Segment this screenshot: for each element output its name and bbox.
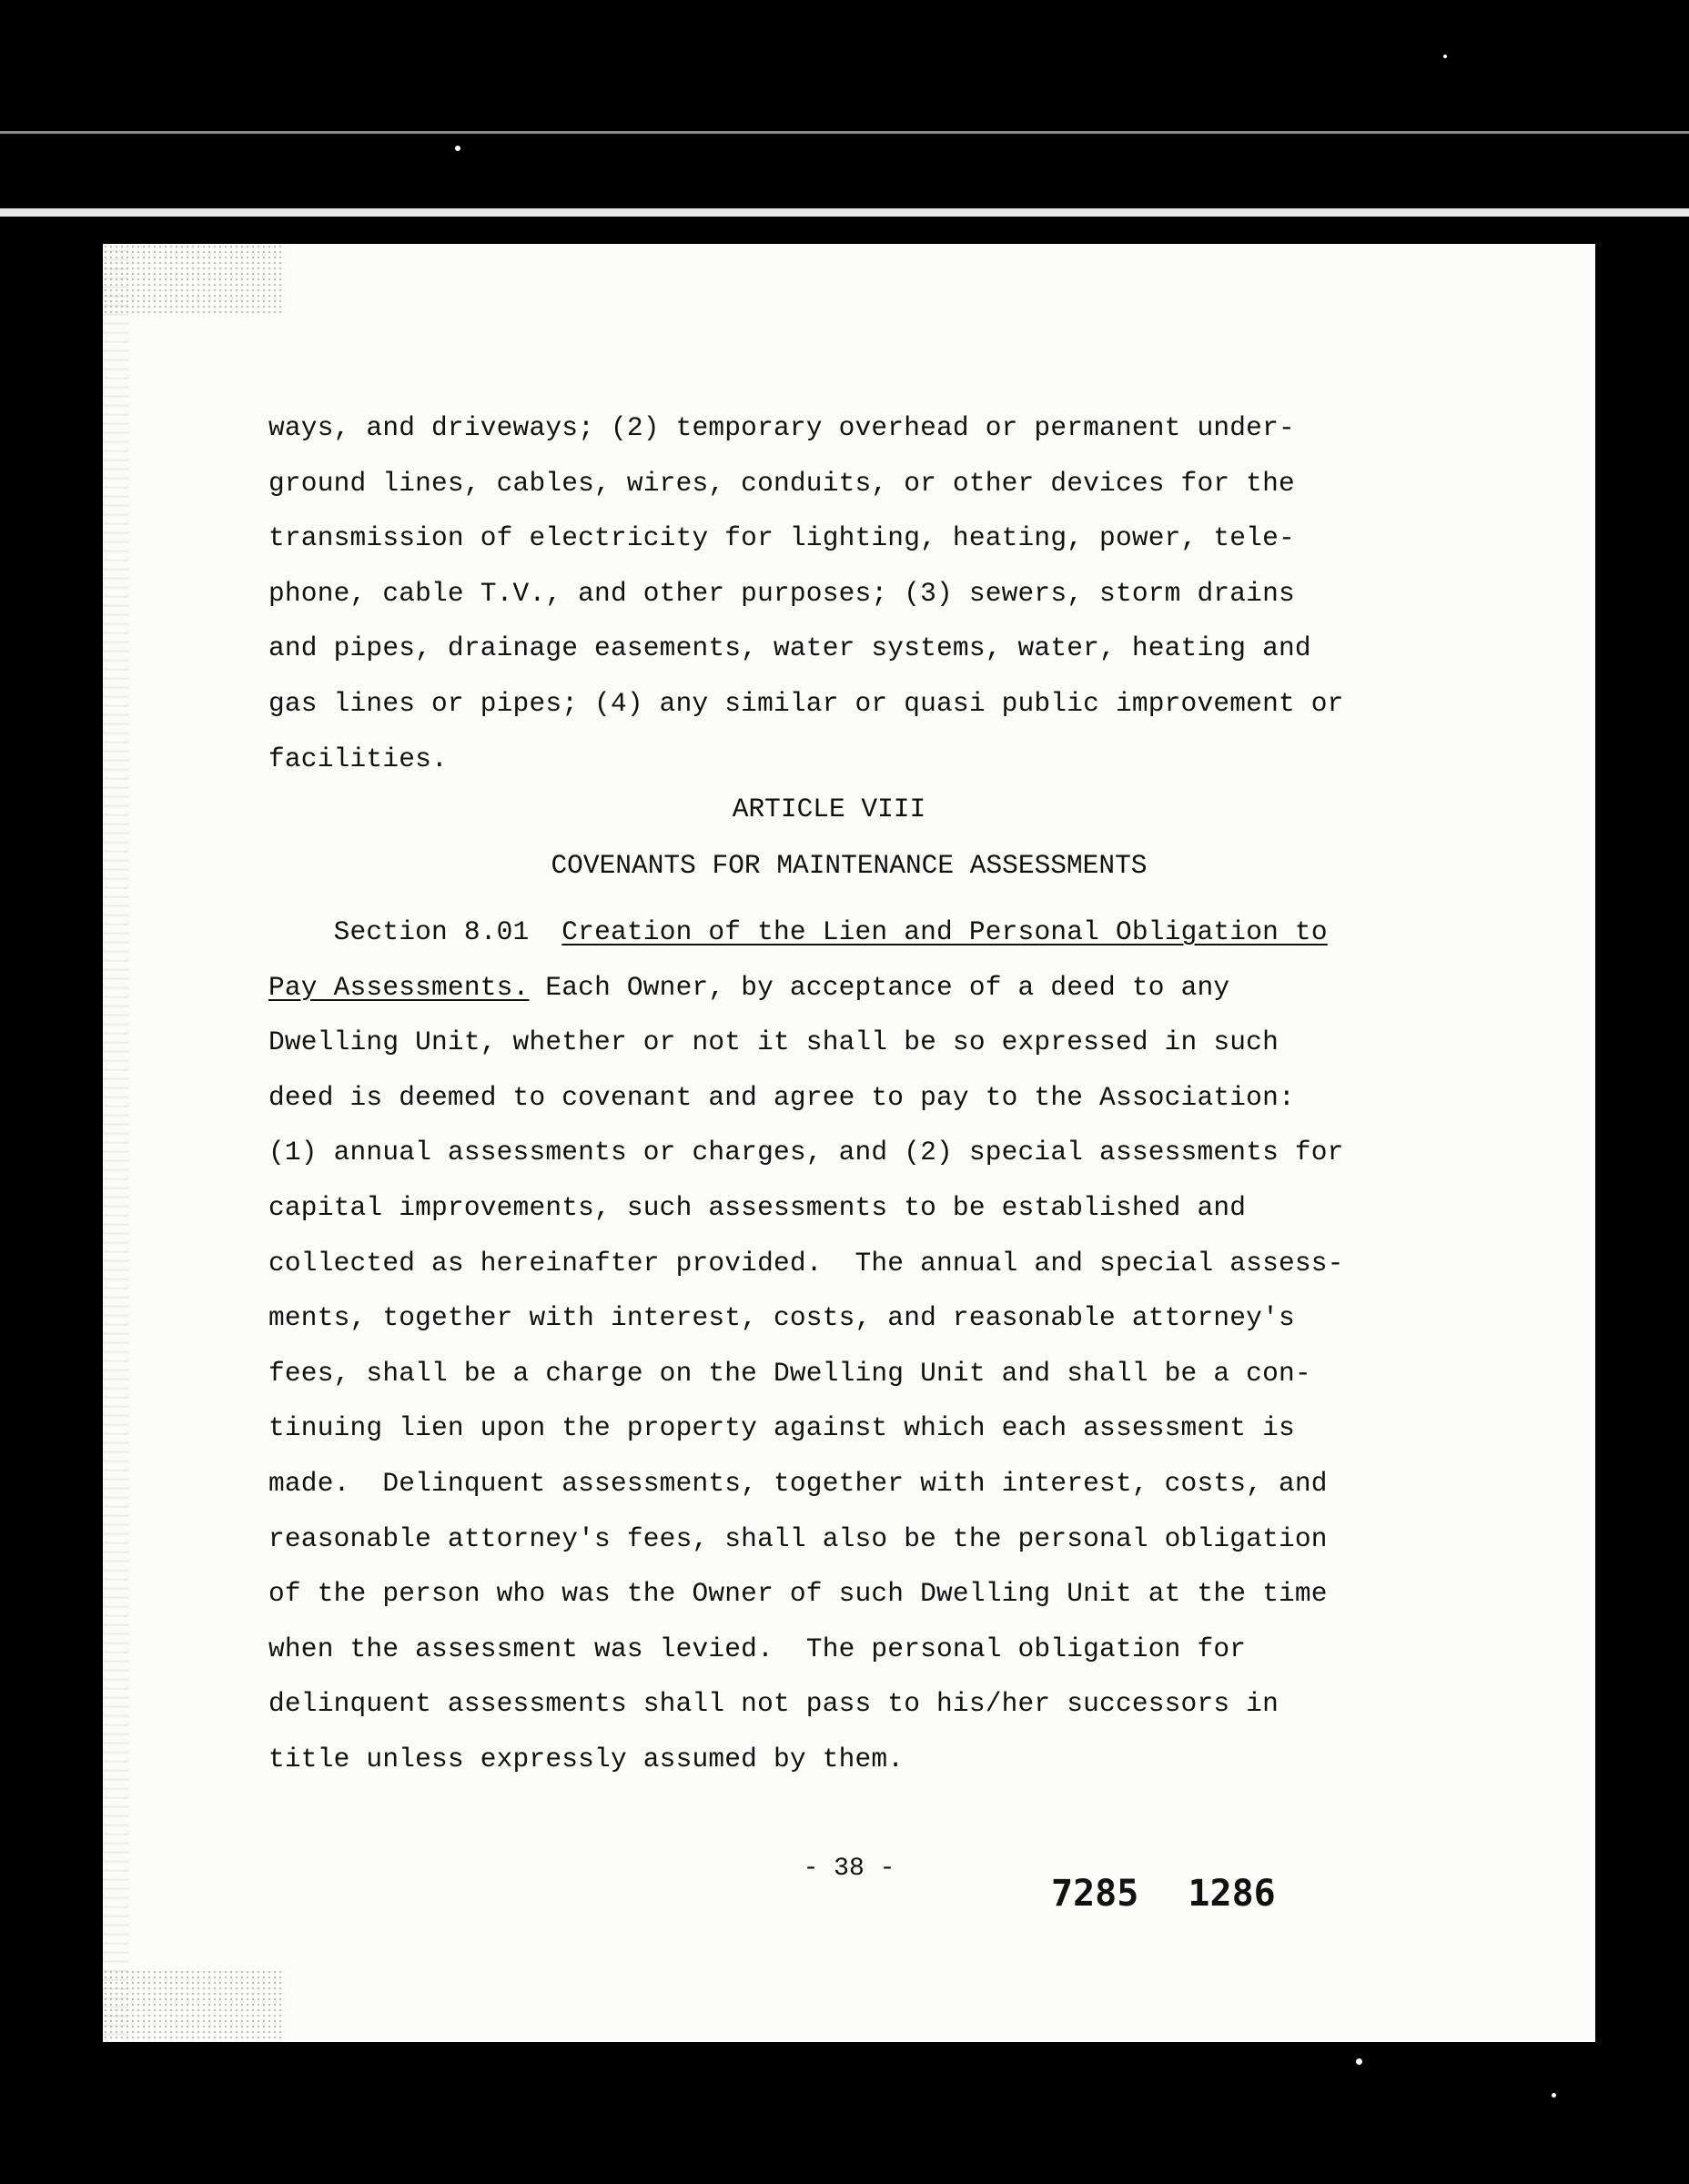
article-title: COVENANTS FOR MAINTENANCE ASSESSMENTS [551, 850, 1148, 881]
document-page [103, 244, 1595, 2042]
section-8-01-paragraph [268, 905, 1561, 1787]
text-line: deed is deemed to covenant and agree to pay to the Association: [268, 1081, 1295, 1113]
text-line: facilities. [268, 743, 448, 774]
scan-dust [1356, 2058, 1362, 2065]
scanner-edge-band [0, 208, 1689, 217]
scan-dust [1443, 55, 1447, 58]
recording-book-page-stamp: 7285 1286 [1051, 1873, 1276, 1915]
scan-noise-bottom-corner [103, 1969, 285, 2042]
text-line: phone, cable T.V., and other purposes; (3) sewers, storm drains [268, 577, 1295, 609]
text-line: title unless expressly assumed by them. [268, 1743, 905, 1774]
page-number: - 38 - [803, 1855, 895, 1883]
text-line: Dwelling Unit, whether or not it shall be so expressed in such [268, 1026, 1279, 1058]
section-title-line-1: Creation of the Lien and Personal Obligation to [561, 916, 1328, 947]
text-line: Each Owner, by acceptance of a deed to any [529, 971, 1230, 1003]
scan-noise-top-corner [103, 244, 285, 317]
text-line: transmission of electricity for lighting, heating, power, tele- [268, 522, 1295, 554]
article-heading: ARTICLE VIII [732, 794, 926, 824]
continuation-paragraph [268, 400, 1561, 786]
scanner-edge-line [0, 131, 1689, 134]
text-line: tinuing lien upon the property against which each assessment is [268, 1412, 1295, 1444]
text-line: when the assessment was levied. The personal obligation for [268, 1633, 1247, 1664]
text-line: ways, and driveways; (2) temporary overhead or permanent under- [268, 412, 1295, 443]
text-line: and pipes, drainage easements, water systems, water, heating and [268, 632, 1311, 664]
text-line: of the person who was the Owner of such Dwelling Unit at the time [268, 1578, 1328, 1610]
text-line: ments, together with interest, costs, and reasonable attorney's [268, 1302, 1295, 1334]
scan-dust [1552, 2093, 1556, 2098]
section-number: Section 8.01 [333, 916, 530, 947]
text-line: ground lines, cables, wires, conduits, or other devices for the [268, 467, 1295, 499]
text-line: fees, shall be a charge on the Dwelling Unit and shall be a con- [268, 1357, 1311, 1389]
text-line: (1) annual assessments or charges, and (2) special assessments for [268, 1137, 1344, 1168]
text-line: made. Delinquent assessments, together with interest, costs, and [268, 1467, 1328, 1499]
scan-dust [455, 146, 460, 151]
text-line: delinquent assessments shall not pass to his/her successors in [268, 1688, 1279, 1720]
text-line: gas lines or pipes; (4) any similar or quasi public improvement or [268, 687, 1344, 719]
text-line: capital improvements, such assessments to be established and [268, 1191, 1247, 1223]
section-title-line-2: Pay Assessments. [268, 971, 530, 1003]
scan-noise-left-edge [103, 244, 128, 2042]
text-line: collected as hereinafter provided. The annual and special assess- [268, 1247, 1344, 1279]
text-line: reasonable attorney's fees, shall also be the personal obligation [268, 1522, 1328, 1554]
